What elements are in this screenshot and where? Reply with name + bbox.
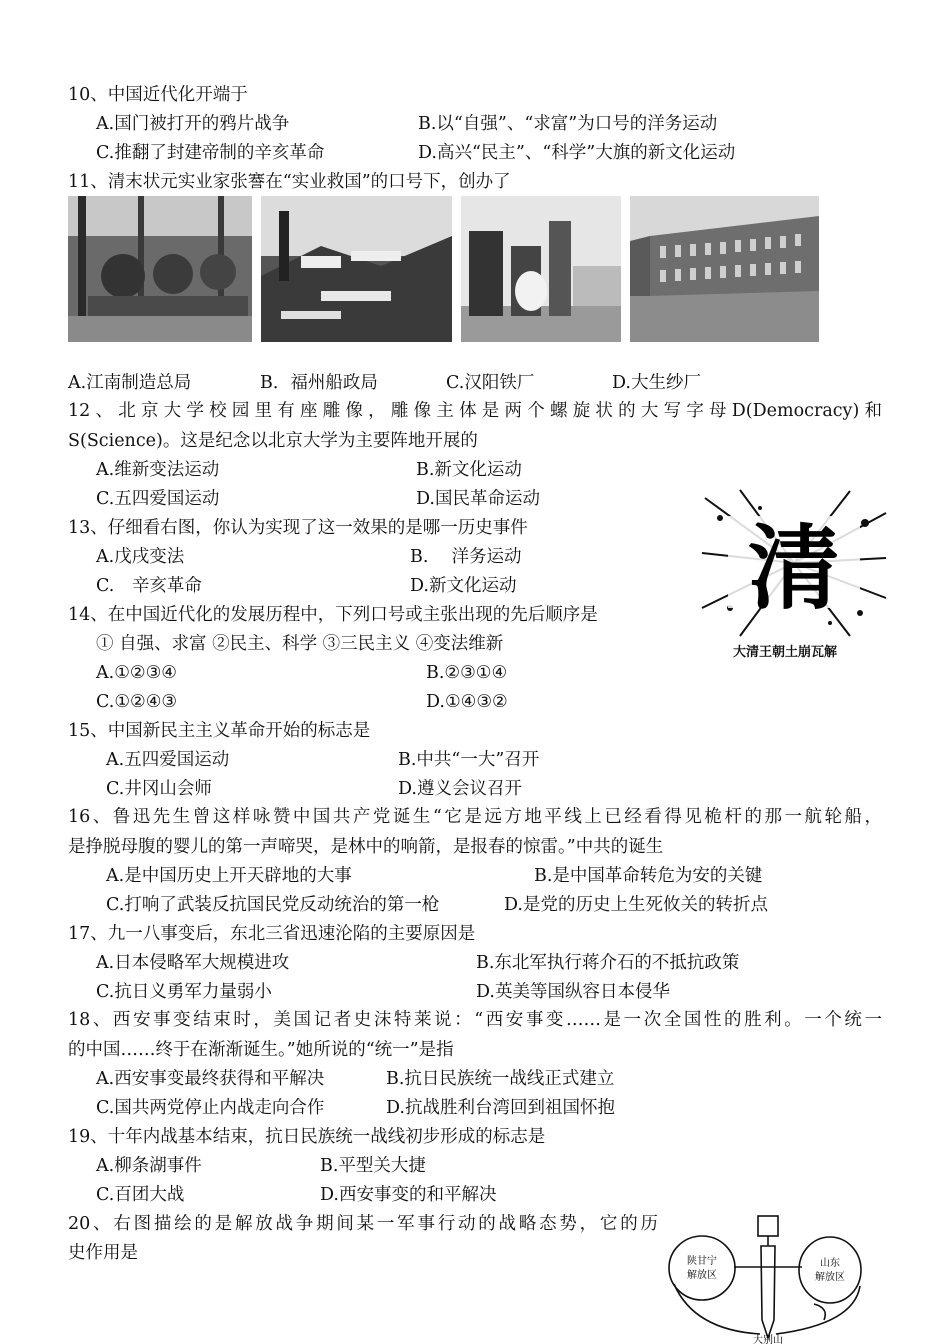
question-14-option-c: C.①②④③: [96, 692, 178, 712]
question-17-option-b: B.东北军执行蒋介石的不抵抗政策: [476, 953, 740, 973]
question-15-option-d: D.遵义会议召开: [398, 779, 522, 799]
question-15-option-b: B.中共“一大”召开: [398, 750, 540, 770]
question-19-option-c: C.百团大战: [96, 1185, 185, 1205]
question-18-stem-line1: 18、西安事变结束时，美国记者史沫特莱说：“西安事变……是一次全国性的胜利。一个统一: [68, 1010, 882, 1030]
question-16-option-b: B.是中国革命转危为安的关键: [534, 866, 763, 886]
cartoon-glyph: 清: [747, 515, 841, 622]
question-11-stem: 11、清末状元实业家张謇在“实业救国”的口号下，创办了: [68, 172, 511, 192]
map-label-shaanganning: 陕甘宁: [687, 1256, 717, 1267]
question-16-stem-line1: 16、鲁迅先生曾这样咏赞中国共产党诞生“它是远方地平线上已经看得见桅杆的那一航轮船，: [68, 807, 882, 827]
question-18-option-a: A.西安事变最终获得和平解决: [96, 1069, 325, 1089]
question-20-stem-line1: 20、右图描绘的是解放战争期间某一军事行动的战略态势，它的历: [68, 1214, 658, 1234]
qing-collapse-cartoon: [700, 488, 888, 638]
question-19-option-b: B.平型关大捷: [320, 1156, 426, 1176]
question-12-option-c: C.五四爱国运动: [96, 489, 220, 509]
question-16-option-d: D.是党的历史上生死攸关的转折点: [504, 895, 768, 915]
question-11-option-b: B．福州船政局: [260, 373, 378, 393]
question-15-option-c: C.井冈山会师: [106, 779, 212, 799]
factory-machinery-photo: [68, 196, 252, 342]
question-18-option-d: D.抗战胜利台湾回到祖国怀抱: [386, 1098, 615, 1118]
question-15-stem: 15、中国新民主主义革命开始的标志是: [68, 721, 371, 741]
question-14-option-d: D.①④③②: [426, 692, 508, 712]
question-11-option-a: A.江南制造总局: [68, 373, 192, 393]
question-19-option-d: D.西安事变的和平解决: [320, 1185, 497, 1205]
map-label-shandong: 山东: [820, 1258, 840, 1269]
question-10-option-c: C.推翻了封建帝制的辛亥革命: [96, 143, 325, 163]
question-18-option-b: B.抗日民族统一战线正式建立: [386, 1069, 615, 1089]
shipyard-photo: [261, 196, 452, 342]
question-13-option-c: C. 辛亥革命: [96, 576, 202, 596]
question-16-option-a: A.是中国历史上开天辟地的大事: [106, 866, 352, 886]
question-12-stem-line1: 12、北京大学校园里有座雕像，雕像主体是两个螺旋状的大写字母D(Democracy)和: [68, 401, 882, 421]
question-13-option-b: B. 洋务运动: [410, 547, 522, 567]
map-hilt: [758, 1216, 778, 1236]
question-13-option-d: D.新文化运动: [410, 576, 517, 596]
question-13-stem: 13、仔细看右图，你认为实现了这一效果的是哪一历史事件: [68, 518, 528, 538]
question-14-stem: 14、在中国近代化的发展历程中，下列口号或主张出现的先后顺序是: [68, 605, 598, 625]
question-13-option-a: A.戊戌变法: [96, 547, 185, 567]
map-label-dabieshan: 大别山: [753, 1335, 783, 1344]
question-12-option-b: B.新文化运动: [416, 460, 522, 480]
textile-mill-photo: [630, 196, 819, 342]
map-region-right: [799, 1237, 861, 1303]
cartoon-caption: 大清王朝土崩瓦解: [733, 645, 838, 660]
question-11-option-d: D.大生纱厂: [612, 373, 701, 393]
question-10-option-a: A.国门被打开的鸦片战争: [96, 114, 290, 134]
question-14-option-b: B.②③①④: [426, 663, 508, 683]
question-18-option-c: C.国共两党停止内战走向合作: [96, 1098, 325, 1118]
question-17-option-d: D.英美等国纵容日本侵华: [476, 982, 670, 1002]
question-14-option-a: A.①②③④: [96, 663, 177, 683]
question-10-option-b: B.以“自强”、“求富”为口号的洋务运动: [418, 114, 718, 134]
question-17-stem: 17、九一八事变后，东北三省迅速沦陷的主要原因是: [68, 924, 476, 944]
question-17-option-c: C.抗日义勇军力量弱小: [96, 982, 272, 1002]
iron-works-photo: [461, 196, 621, 342]
question-11-option-c: C.汉阳铁厂: [446, 373, 535, 393]
question-10-stem: 10、中国近代化开端于: [68, 85, 248, 105]
question-12-option-a: A.维新变法运动: [96, 460, 220, 480]
question-19-stem: 19、十年内战基本结束，抗日民族统一战线初步形成的标志是: [68, 1127, 546, 1147]
question-12-stem-line2: S(Science)。这是纪念以北京大学为主要阵地开展的: [68, 431, 478, 451]
strategic-map: [664, 1212, 884, 1344]
question-15-option-a: A.五四爱国运动: [106, 750, 230, 770]
question-20-stem-line2: 史作用是: [68, 1243, 138, 1263]
question-12-option-d: D.国民革命运动: [416, 489, 540, 509]
question-16-stem-line2: 是挣脱母腹的婴儿的第一声啼哭，是林中的响箭，是报春的惊雷。”中共的诞生: [68, 837, 664, 857]
question-19-option-a: A.柳条湖事件: [96, 1156, 202, 1176]
question-14-items: ① 自强、求富 ②民主、科学 ③三民主义 ④变法维新: [96, 634, 504, 654]
map-arrow: [761, 1246, 775, 1338]
question-18-stem-line2: 的中国……终于在渐渐诞生。”她所说的“统一”是指: [68, 1040, 454, 1060]
map-region-left: [669, 1236, 735, 1300]
question-10-option-d: D.高兴“民主”、“科学”大旗的新文化运动: [418, 143, 736, 163]
map-label-liberated-2: 解放区: [815, 1272, 845, 1283]
map-label-liberated-1: 解放区: [687, 1270, 717, 1281]
question-17-option-a: A.日本侵略军大规模进攻: [96, 953, 290, 973]
question-16-option-c: C.打响了武装反抗国民党反动统治的第一枪: [106, 895, 440, 915]
